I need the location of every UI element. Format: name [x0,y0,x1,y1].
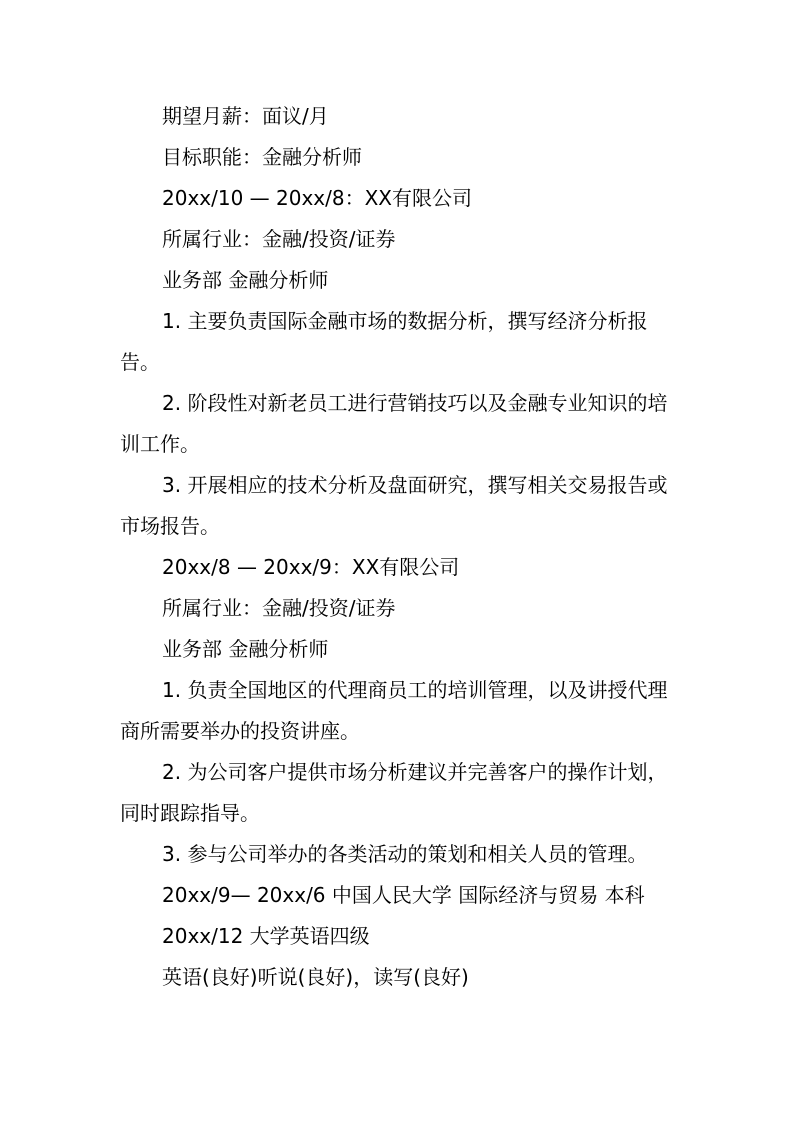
job-1-duty-1: 1. 主要负责国际金融市场的数据分析，撰写经济分析报告。 [120,309,648,374]
document-body [120,96,676,998]
job-1-duty-3: 3. 开展相应的技术分析及盘面研究，撰写相关交易报告或市场报告。 [120,473,668,538]
job-2-department-title: 业务部 金融分析师 [162,637,329,661]
job-2-duty-2: 2. 为公司客户提供市场分析建议并完善客户的操作计划，同时跟踪指导。 [120,760,668,825]
expected-salary-line: 期望月薪：面议/月 [162,104,329,128]
certificate-line: 20xx/12 大学英语四级 [162,924,370,948]
job-2-duty-3: 3. 参与公司举办的各类活动的策划和相关人员的管理。 [162,842,648,866]
job-1-duty-2: 2. 阶段性对新老员工进行营销技巧以及金融专业知识的培训工作。 [120,391,668,456]
job-2-period-company: 20xx/8 — 20xx/9：XX有限公司 [162,555,460,579]
job-1-period-company: 20xx/10 — 20xx/8：XX有限公司 [162,186,473,210]
job-2-duty-1: 1. 负责全国地区的代理商员工的培训管理，以及讲授代理商所需要举办的投资讲座。 [120,678,668,743]
language-skill-line: 英语(良好)听说(良好)，读写(良好) [162,965,469,989]
job-1-department-title: 业务部 金融分析师 [162,268,329,292]
job-2-industry: 所属行业：金融/投资/证券 [162,596,396,620]
education-line: 20xx/9— 20xx/6 中国人民大学 国际经济与贸易 本科 [162,883,645,907]
target-role-line: 目标职能：金融分析师 [162,145,362,169]
job-1-industry: 所属行业：金融/投资/证券 [162,227,396,251]
